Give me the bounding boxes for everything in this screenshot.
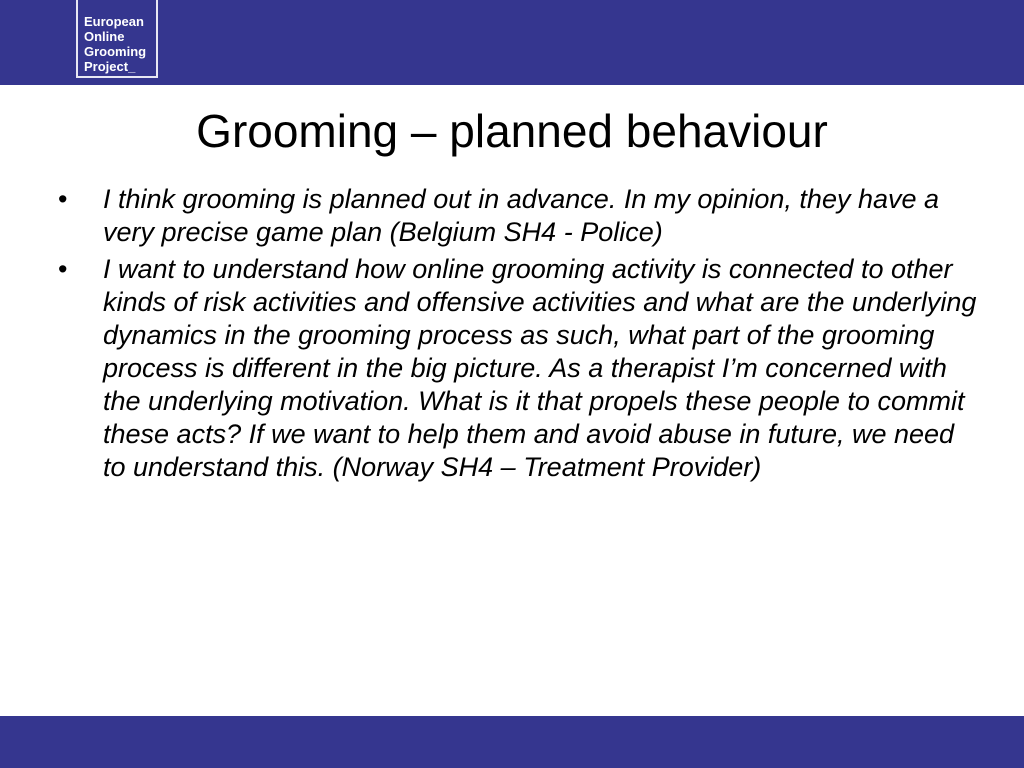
bullet-list [58, 183, 978, 488]
bullet-text: I want to understand how online grooming activity is connected to other kinds of risk activities and offensive activities and what are the underlying dynamics in the grooming process as such, what part of the grooming process is different in the big picture. As a therapist I’m concerned with the underlying motivation. What is it that propels these people to commit these acts? If we want to help them and avoid abuse in future, we need to understand this. (Norway SH4 – Treatment Provider) [103, 254, 977, 482]
logo-line: Grooming [84, 44, 147, 59]
bullet-marker: • [58, 254, 68, 284]
logo-line: Project_ [84, 59, 136, 74]
logo-line: European [84, 14, 144, 29]
logo-line: Online [84, 29, 125, 44]
project-logo [76, 0, 158, 78]
slide-title: Grooming – planned behaviour [196, 105, 828, 157]
bullet-marker: • [58, 184, 68, 214]
bullet-text: I think grooming is planned out in advance. In my opinion, they have a very precise game plan (Belgium SH4 - Police) [103, 184, 940, 247]
bullet-item [58, 183, 978, 249]
header-band [0, 0, 1024, 85]
footer-band [0, 716, 1024, 768]
bullet-item [58, 253, 978, 484]
